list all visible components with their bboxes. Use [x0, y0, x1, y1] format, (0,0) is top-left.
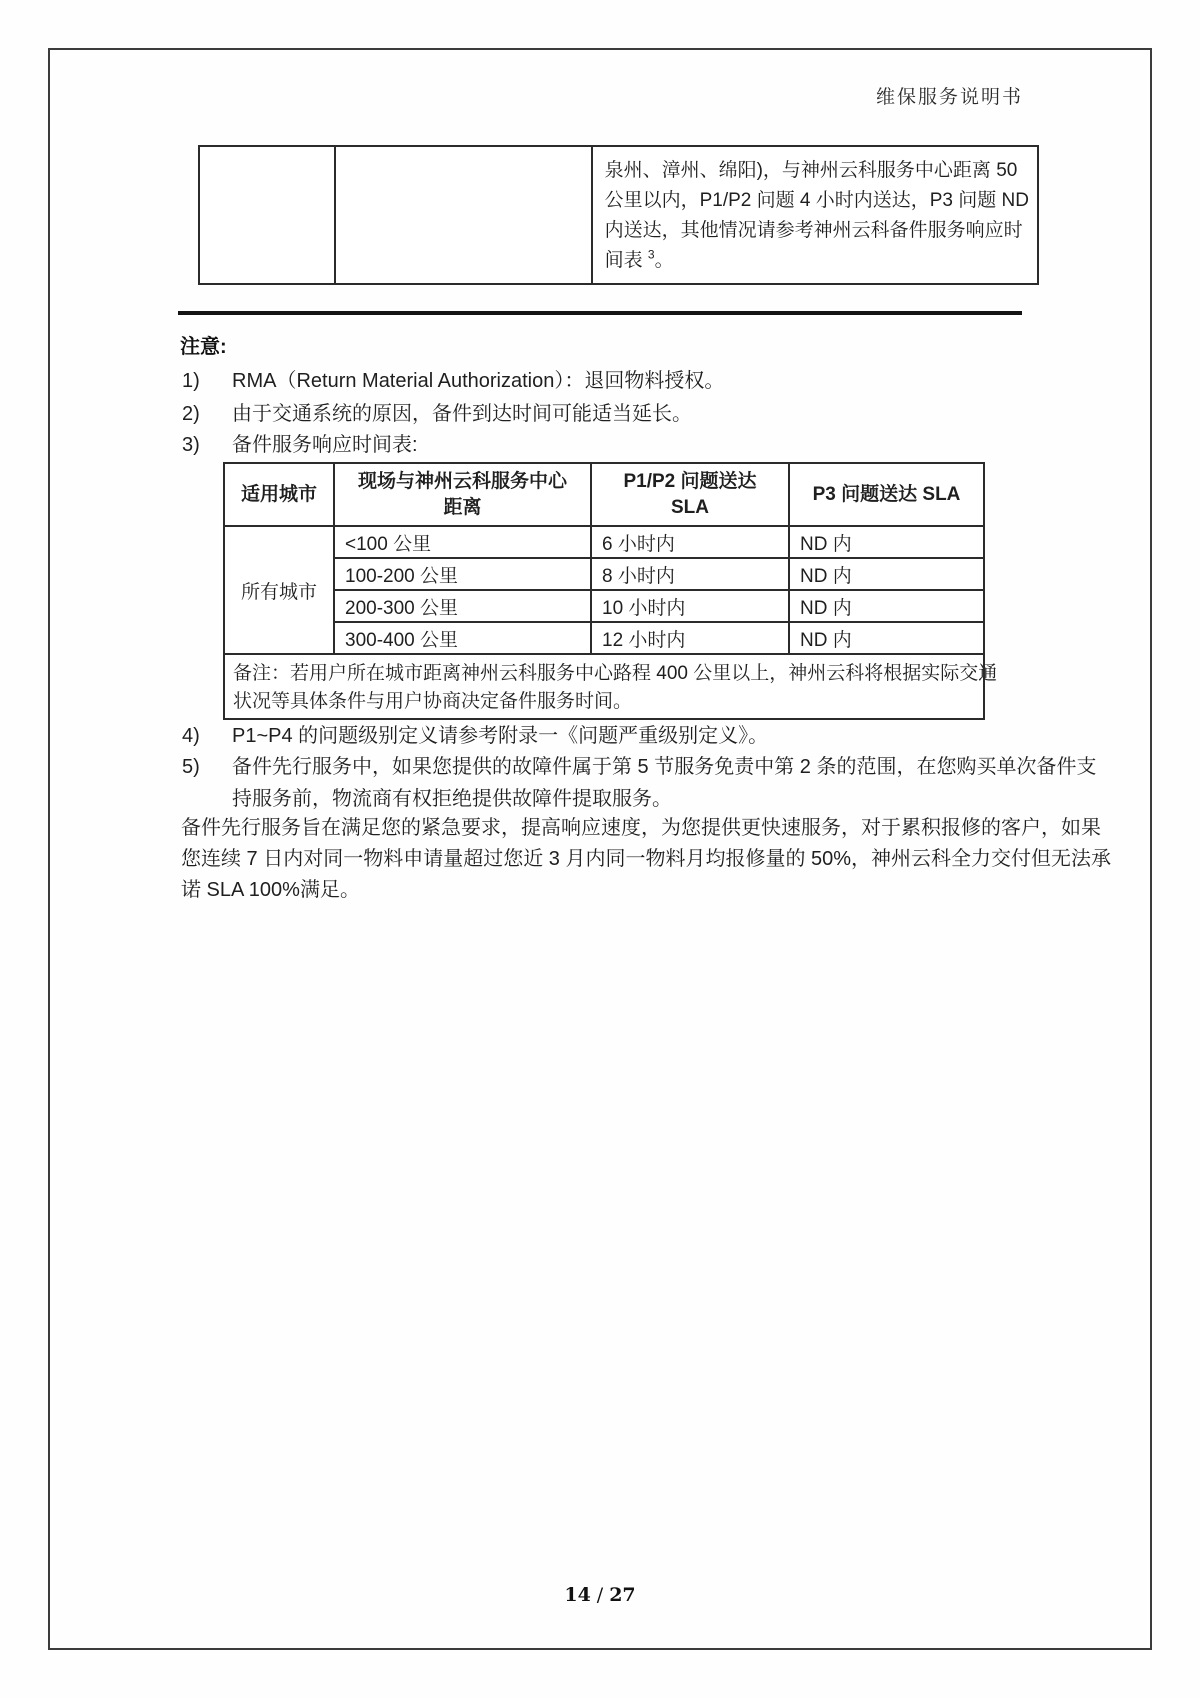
sla-cell-p12: 10 小时内 — [590, 589, 788, 621]
sla-cell-p3: ND 内 — [788, 621, 983, 653]
sla-remark-line: 备注：若用户所在城市距离神州云科服务中心路程 400 公里以上，神州云科将根据实际交通 — [233, 663, 998, 684]
note-item-number: 2) — [182, 403, 200, 425]
note-item-3 — [182, 429, 418, 461]
note-item-number: 4) — [182, 725, 200, 747]
note-item-4 — [182, 720, 768, 752]
page-number-footer — [0, 1584, 1200, 1606]
sla-response-table — [223, 462, 998, 720]
page-number-current: 14 — [564, 1584, 591, 1606]
footnote-ref-3: 3 — [647, 247, 655, 262]
sla-cell-p12: 6 小时内 — [590, 525, 788, 557]
sla-cell-distance: 100-200 公里 — [333, 557, 590, 589]
sla-cell-p12: 12 小时内 — [590, 621, 788, 653]
page-header-title: 维保服务说明书 — [875, 86, 1023, 108]
note-item-number: 1) — [182, 370, 200, 392]
continued-cell-last-line — [605, 246, 1029, 276]
note-item-5-continuation: 持服务前，物流商有权拒绝提供故障件提取服务。 — [232, 788, 672, 810]
sla-cell-p12: 8 小时内 — [590, 557, 788, 589]
sla-cell-p3: ND 内 — [788, 589, 983, 621]
note-item-text: 备件先行服务中，如果您提供的故障件属于第 5 节服务免责中第 2 条的范围，在您购买单次备件支 — [232, 756, 1097, 778]
sla-header-text: P1/P2 问题送达 — [623, 470, 757, 492]
sla-header-applicable-cities — [225, 464, 333, 525]
continued-table-cell-empty-2 — [334, 147, 591, 283]
sla-header-text: 适用城市 — [240, 483, 317, 505]
sla-header-p1p2 — [590, 464, 788, 525]
sla-table-remark — [225, 653, 998, 718]
continued-cell-line: 内送达，其他情况请参考神州云科备件服务响应时 — [604, 220, 1023, 241]
sla-header-p3 — [788, 464, 983, 525]
note-item-1 — [182, 365, 724, 397]
continued-cell-line: 公里以内，P1/P2 问题 4 小时内送达，P3 问题 ND — [604, 190, 1029, 211]
sla-remark-line: 状况等具体条件与用户协商决定备件服务时间。 — [233, 691, 633, 712]
note-item-number: 3) — [182, 434, 200, 456]
sla-header-text: 现场与神州云科服务中心 — [357, 470, 567, 492]
note-item-5 — [182, 751, 1096, 783]
note-item-text: 由于交通系统的原因，备件到达时间可能适当延长。 — [232, 403, 692, 425]
continued-cell-period: 。 — [654, 250, 674, 271]
note-item-text: RMA（Return Material Authorization）：退回物料授权。 — [232, 370, 725, 392]
sla-cell-distance: 300-400 公里 — [333, 621, 590, 653]
sla-cell-p3: ND 内 — [788, 525, 983, 557]
note-item-text: 备件服务响应时间表: — [232, 434, 418, 456]
sla-cell-distance: 200-300 公里 — [333, 589, 590, 621]
sla-header-text: 距离 — [443, 496, 482, 518]
closing-paragraph-line: 您连续 7 日内对同一物料申请量超过您近 3 月内同一物料月均报修量的 50%，神州云科全力交付但无法承 — [181, 848, 1112, 870]
continued-table-cell-text — [591, 147, 1037, 283]
sla-header-text: SLA — [671, 496, 709, 518]
sla-header-text: P3 问题送达 SLA — [812, 483, 961, 505]
notice-heading: 注意: — [180, 336, 227, 358]
sla-row-label-all-cities: 所有城市 — [225, 525, 333, 653]
closing-paragraph-line: 备件先行服务旨在满足您的紧急要求，提高响应速度，为您提供更快速服务，对于累积报修的客户，如果 — [181, 817, 1101, 839]
continued-table — [198, 145, 1039, 285]
note-item-text: P1~P4 的问题级别定义请参考附录一《问题严重级别定义》。 — [232, 725, 769, 747]
sla-cell-distance: <100 公里 — [333, 525, 590, 557]
sla-cell-p3: ND 内 — [788, 557, 983, 589]
continued-cell-last-text: 间表 — [604, 250, 648, 271]
section-divider-rule — [178, 311, 1022, 315]
note-item-2 — [182, 398, 692, 430]
continued-table-cell-empty-1 — [200, 147, 334, 283]
continued-cell-line: 泉州、漳州、绵阳)，与神州云科服务中心距离 50 — [604, 160, 1018, 181]
closing-paragraph-line: 诺 SLA 100%满足。 — [181, 879, 360, 901]
page-number-separator: / — [596, 1584, 604, 1606]
sla-header-distance — [333, 464, 590, 525]
note-item-number: 5) — [182, 756, 200, 778]
page-number-total: 27 — [609, 1584, 636, 1606]
closing-paragraph — [181, 813, 1111, 906]
